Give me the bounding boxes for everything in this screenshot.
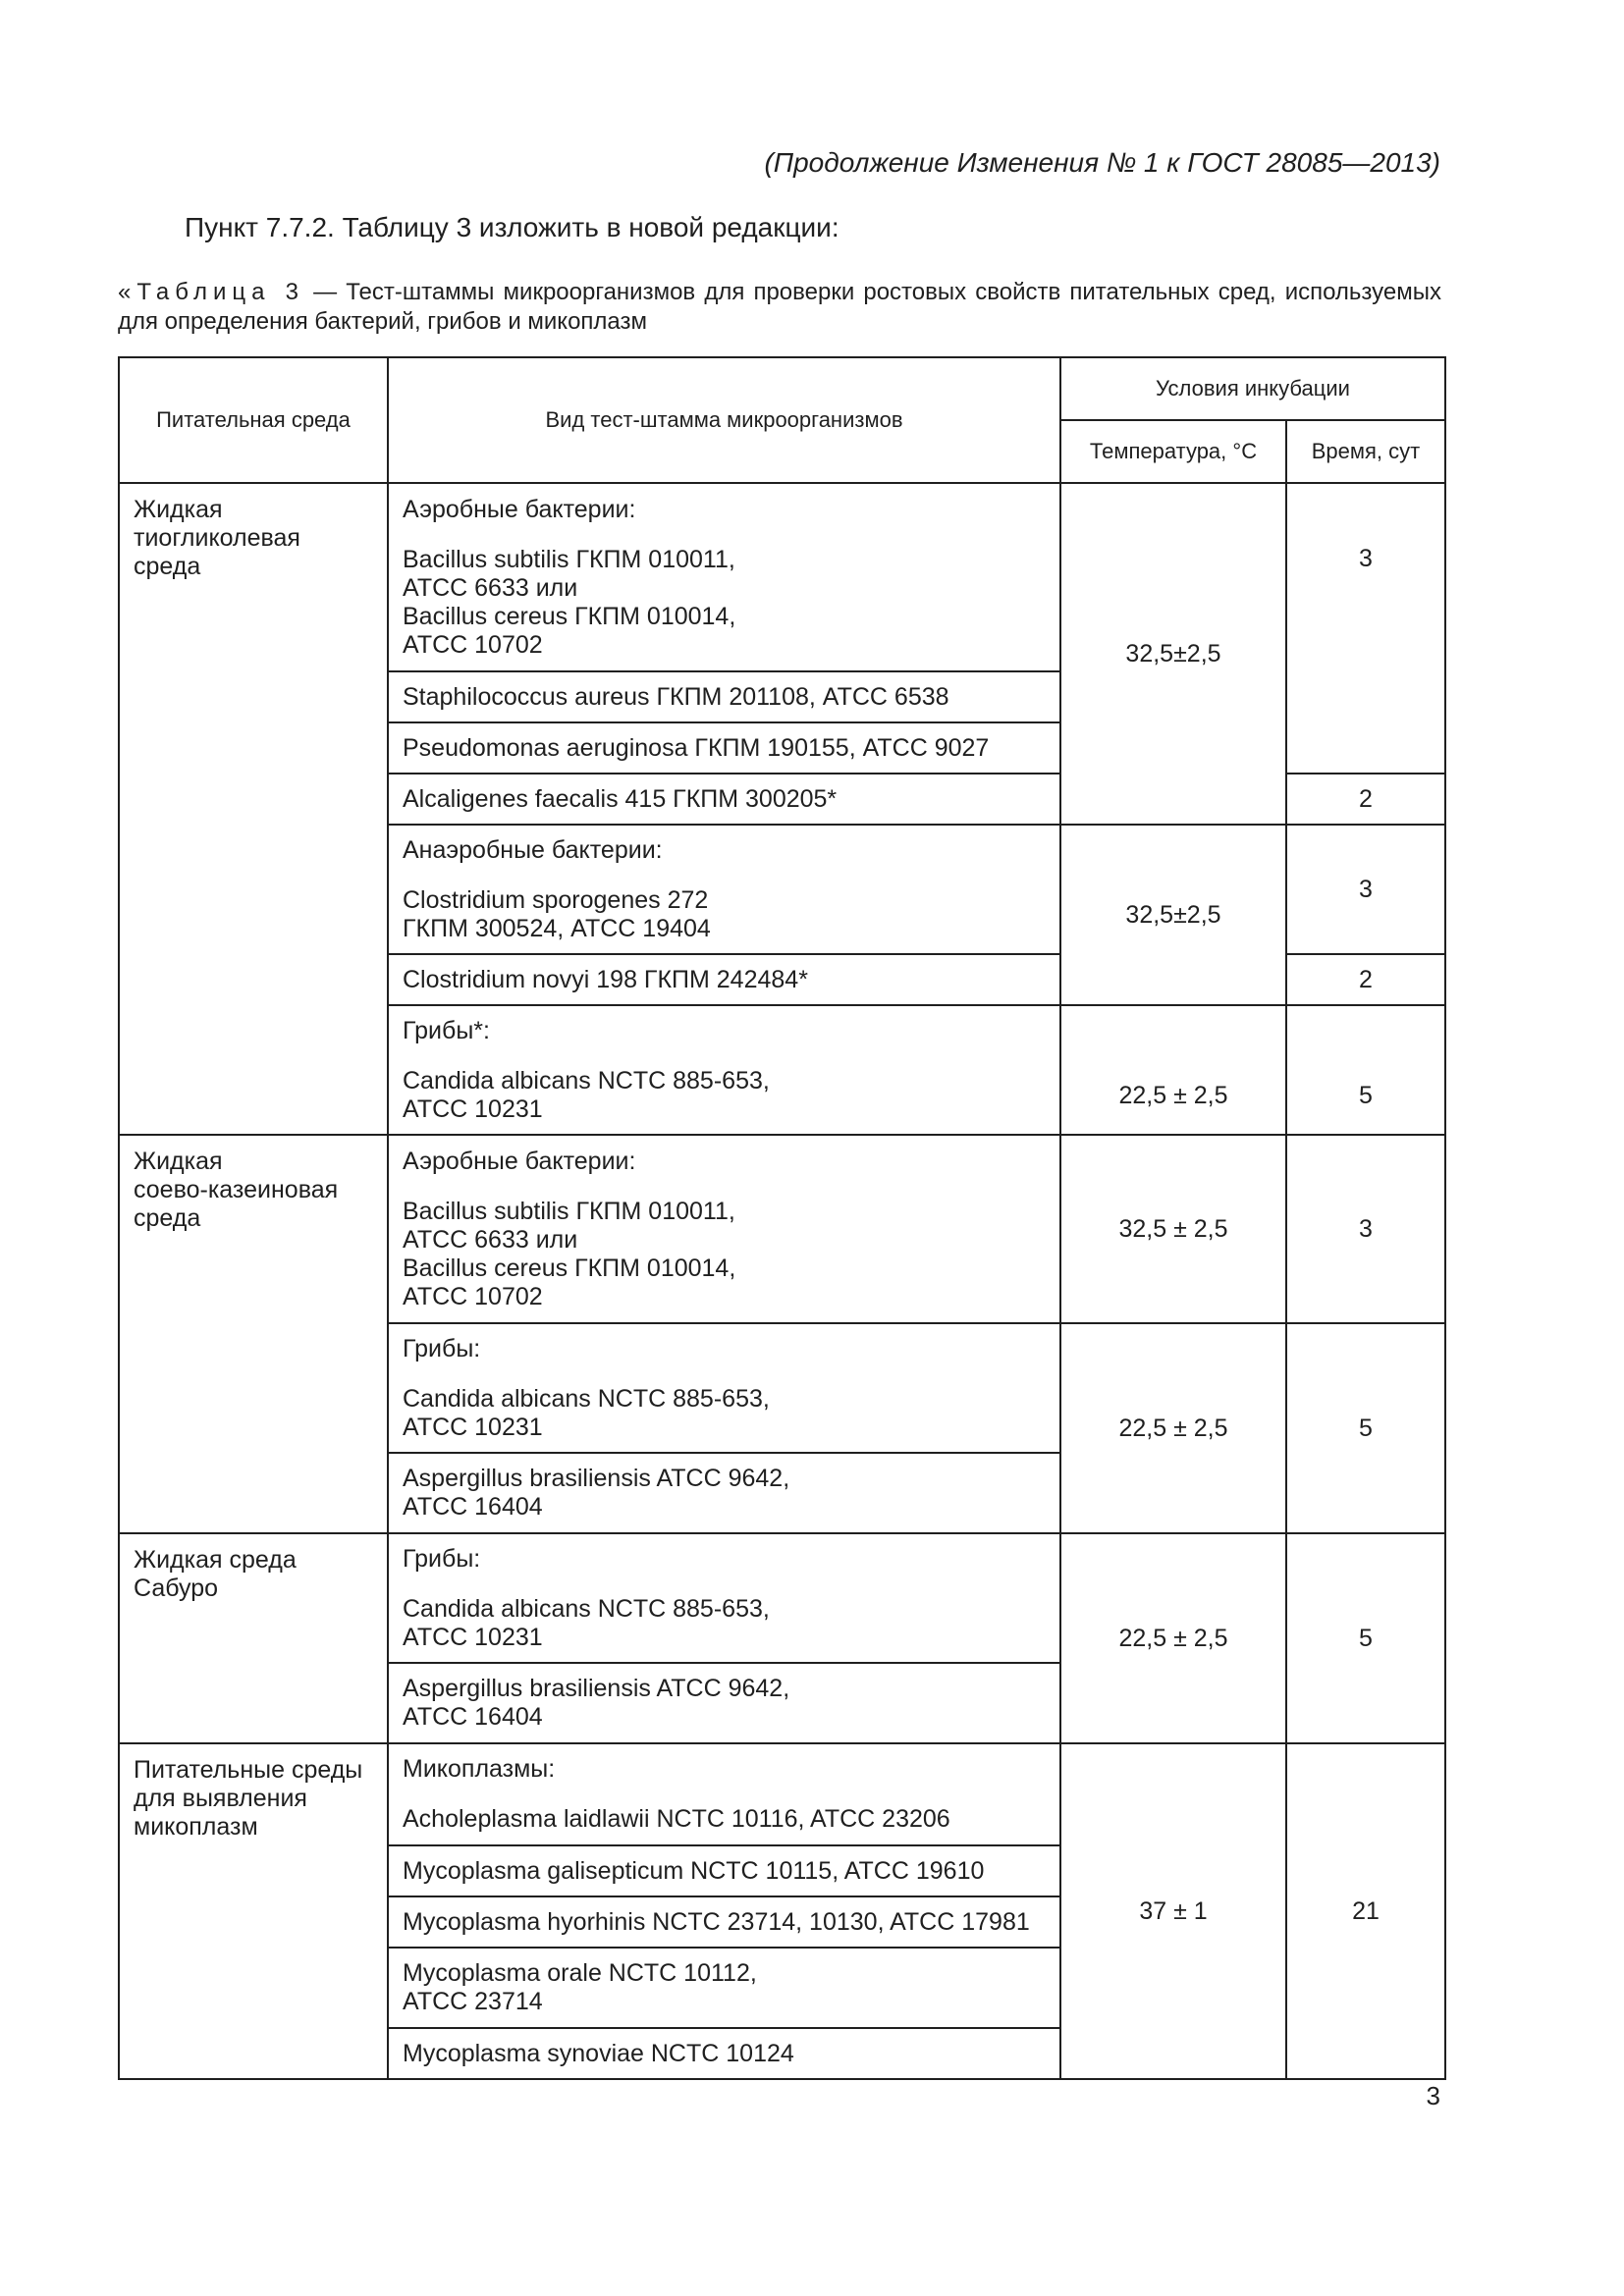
header-temperature: Температура, °С xyxy=(1060,420,1286,483)
strain-cell: Микоплазмы: Acholeplasma laidlawii NCTC 10116, ATCC 23206 xyxy=(388,1743,1060,1845)
temperature-cell: 32,5 ± 2,5 xyxy=(1060,1135,1286,1323)
time-cell: 5 xyxy=(1286,1533,1445,1743)
table-row xyxy=(119,483,1445,671)
header-strain: Вид тест-штамма микроорганизмов xyxy=(388,357,1060,483)
time-cell: 5 xyxy=(1286,1005,1445,1135)
strain-cell: Mycoplasma galisepticum NCTC 10115, ATCC 19610 xyxy=(388,1845,1060,1896)
strain-cell: Грибы*: Candida albicans NCTC 885-653, ATCC 10231 xyxy=(388,1005,1060,1135)
temperature-cell: 32,5±2,5 xyxy=(1060,483,1286,825)
medium-thioglycolate: Жидкая тиогликолевая среда xyxy=(119,483,388,1135)
time-cell: 3 xyxy=(1286,825,1445,954)
strain-cell: Аэробные бактерии: Bacillus subtilis ГКПМ 010011, ATCC 6633 или Bacillus cereus ГКПМ 010014, ATCC 10702 xyxy=(388,483,1060,671)
header-time: Время, сут xyxy=(1286,420,1445,483)
strain-cell: Alcaligenes faecalis 415 ГКПМ 300205* xyxy=(388,774,1060,825)
table-row xyxy=(119,1533,1445,1663)
temperature-cell: 37 ± 1 xyxy=(1060,1743,1286,2079)
time-cell: 2 xyxy=(1286,954,1445,1005)
temperature-cell: 22,5 ± 2,5 xyxy=(1060,1533,1286,1743)
strain-cell: Mycoplasma synoviae NCTC 10124 xyxy=(388,2028,1060,2079)
strain-cell: Staphilococcus aureus ГКПМ 201108, ATCC 6538 xyxy=(388,671,1060,722)
strain-cell: Aspergillus brasiliensis ATCC 9642, ATCC 16404 xyxy=(388,1663,1060,1743)
table-row xyxy=(119,1743,1445,1845)
strain-cell: Pseudomonas aeruginosa ГКПМ 190155, ATCC 9027 xyxy=(388,722,1060,774)
strain-cell: Clostridium novyi 198 ГКПМ 242484* xyxy=(388,954,1060,1005)
temperature-cell: 22,5 ± 2,5 xyxy=(1060,1005,1286,1135)
time-cell: 2 xyxy=(1286,774,1445,825)
strain-cell: Mycoplasma hyorhinis NCTC 23714, 10130, ATCC 17981 xyxy=(388,1896,1060,1948)
medium-sabouraud: Жидкая среда Сабуро xyxy=(119,1533,388,1743)
strain-cell: Mycoplasma orale NCTC 10112, ATCC 23714 xyxy=(388,1948,1060,2028)
caption-label: «Таблица 3 xyxy=(118,279,304,305)
header-medium: Питательная среда xyxy=(119,357,388,483)
clause-text: Пункт 7.7.2. Таблицу 3 изложить в новой редакции: xyxy=(185,212,839,242)
time-cell: 3 xyxy=(1286,1135,1445,1323)
caption-text: — Тест-штаммы микроорганизмов для проверки ростовых свойств питательных сред, используемых для определения бактерий, грибов и микоплазм xyxy=(118,279,1441,335)
strain-cell: Анаэробные бактерии: Clostridium sporogenes 272 ГКПМ 300524, ATCC 19404 xyxy=(388,825,1060,954)
header-conditions: Условия инкубации xyxy=(1060,357,1445,420)
running-head: (Продолжение Изменения № 1 к ГОСТ 28085—2013) xyxy=(764,147,1440,178)
medium-soy-casein: Жидкая соево-казеиновая среда xyxy=(119,1135,388,1533)
header-row xyxy=(119,357,1445,420)
test-strains-table xyxy=(118,356,1446,2080)
page-number: 3 xyxy=(1426,2081,1440,2110)
temperature-cell: 22,5 ± 2,5 xyxy=(1060,1323,1286,1533)
time-cell: 21 xyxy=(1286,1743,1445,2079)
time-cell: 5 xyxy=(1286,1323,1445,1533)
time-cell: 3 xyxy=(1286,483,1445,774)
table-caption xyxy=(118,278,1441,337)
strain-cell: Грибы: Candida albicans NCTC 885-653, ATCC 10231 xyxy=(388,1533,1060,1663)
temperature-cell: 32,5±2,5 xyxy=(1060,825,1286,1005)
strain-cell: Aspergillus brasiliensis ATCC 9642, ATCC 16404 xyxy=(388,1453,1060,1533)
strain-cell: Грибы: Candida albicans NCTC 885-653, ATCC 10231 xyxy=(388,1323,1060,1453)
strain-cell: Аэробные бактерии: Bacillus subtilis ГКПМ 010011, ATCC 6633 или Bacillus cereus ГКПМ 010014, ATCC 10702 xyxy=(388,1135,1060,1323)
medium-mycoplasma: Питательные среды для выявления микоплазм xyxy=(119,1743,388,2079)
table-row xyxy=(119,1135,1445,1323)
